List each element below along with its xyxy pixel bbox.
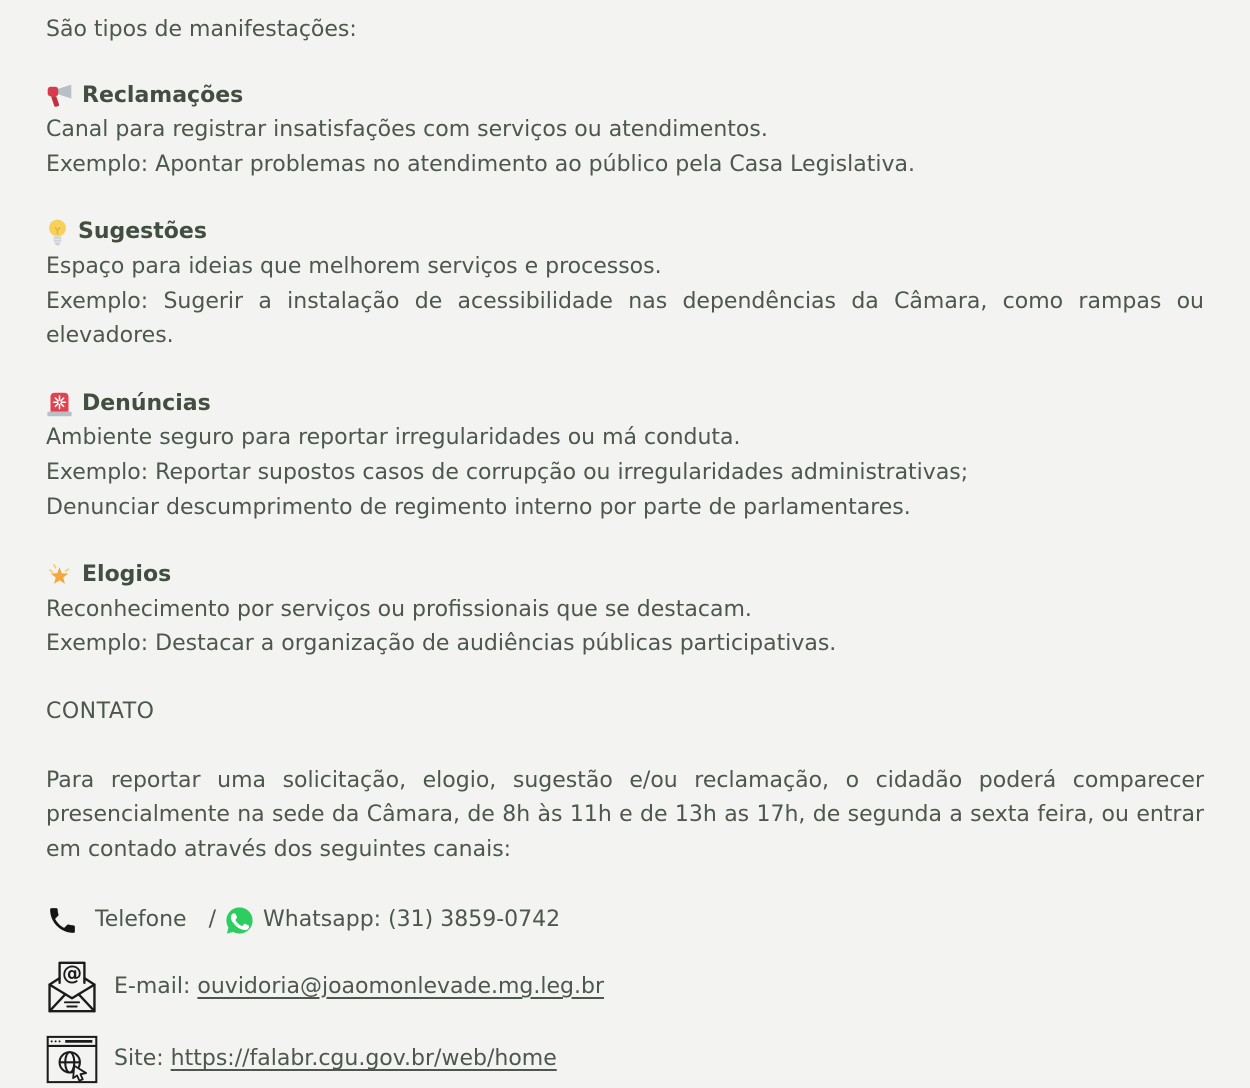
contato-heading: CONTATO <box>46 698 155 724</box>
site-row <box>46 1031 1204 1088</box>
section-line: Canal para registrar insatisfações com serviços ou atendimentos. <box>46 117 768 143</box>
section-line: Exemplo: Sugerir a instalação de acessibilidade nas dependências da Câmara, como rampas ou elevadores. <box>46 288 1204 349</box>
section-line: Denunciar descumprimento de regimento interno por parte de parlamentares. <box>46 494 911 520</box>
email-label: E-mail: <box>114 973 198 999</box>
manifestation-section <box>46 558 1204 662</box>
website-browser-icon <box>46 1035 98 1084</box>
phone-label: Telefone <box>95 906 187 932</box>
section-title: Reclamações <box>82 82 244 108</box>
section-line: Exemplo: Destacar a organização de audiências públicas participativas. <box>46 631 837 657</box>
megaphone-icon <box>46 82 73 110</box>
email-envelope-icon <box>46 959 98 1015</box>
section-title: Elogios <box>82 562 172 588</box>
manifestation-section <box>46 387 1204 525</box>
phone-separator: / <box>208 906 216 932</box>
section-line: Ambiente seguro para reportar irregularidades ou má conduta. <box>46 425 741 451</box>
section-line: Exemplo: Reportar supostos casos de corrupção ou irregularidades administrativas; <box>46 459 969 485</box>
section-title: Sugestões <box>78 219 207 245</box>
intro-text: São tipos de manifestações: <box>46 17 357 42</box>
section-line: Reconhecimento por serviços ou profissionais que se destacam. <box>46 596 752 622</box>
email-row <box>46 956 1204 1018</box>
lightbulb-icon <box>46 218 69 247</box>
whatsapp-label: Whatsapp: (31) 3859-0742 <box>263 906 561 932</box>
contato-block <box>46 695 1204 867</box>
phone-icon <box>46 904 79 937</box>
contact-intro: Para reportar uma solicitação, elogio, sugestão e/ou reclamação, o cidadão poderá comparecer presencialmente na sede da Câmara, de 8h às 11h e de 13h as 17h, de segunda a sexta feira, ou entrar em contado através dos seguintes canais: <box>46 767 1204 862</box>
whatsapp-icon <box>224 905 255 936</box>
manifestation-section <box>46 79 1204 183</box>
section-line: Exemplo: Apontar problemas no atendimento ao público pela Casa Legislativa. <box>46 151 915 177</box>
site-label: Site: <box>114 1046 171 1072</box>
section-title: Denúncias <box>82 390 211 416</box>
site-link[interactable]: https://falabr.cgu.gov.br/web/home <box>170 1046 557 1072</box>
manifestation-sections <box>46 79 1204 662</box>
siren-icon <box>46 391 73 418</box>
svg-text:@: @ <box>61 961 83 986</box>
email-link[interactable]: ouvidoria@joaomonlevade.mg.leg.br <box>197 973 604 999</box>
star-icon <box>46 562 73 589</box>
manifestation-section <box>46 215 1204 353</box>
phone-row <box>46 900 1204 940</box>
section-line: Espaço para ideias que melhorem serviços e processos. <box>46 253 662 279</box>
